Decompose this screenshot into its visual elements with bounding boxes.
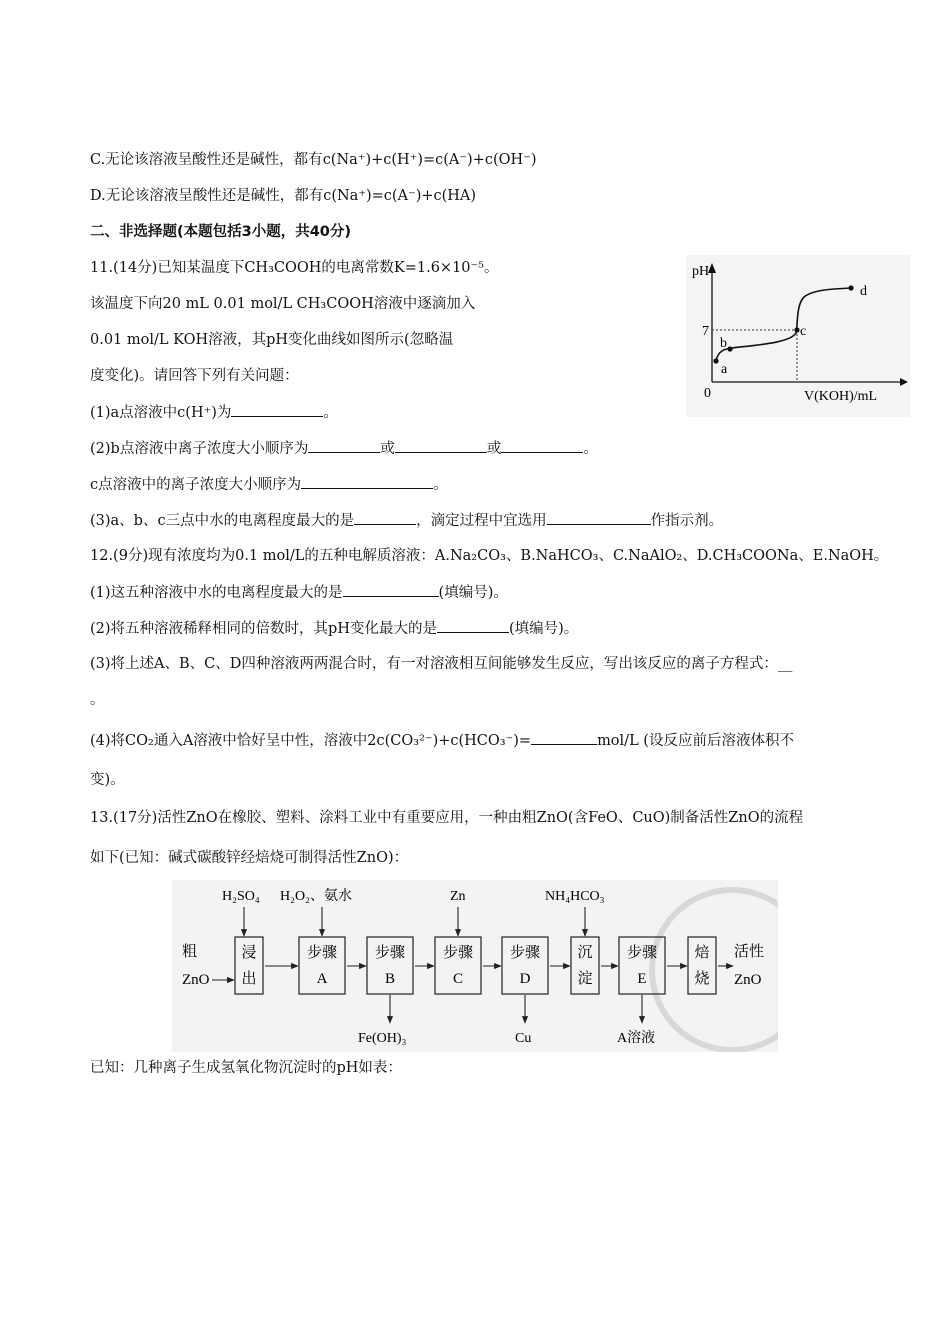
point-c (794, 327, 799, 332)
q11-part2-or2: 或 (486, 441, 502, 457)
answer-blank[interactable] (437, 618, 509, 633)
q12-line1: 12.(9分)现有浓度均为0.1 mol/L的五种电解质溶液：A.Na₂CO₃、B.NaHCO₃、C.NaAlO₂、D.CH₃COONa、E.NaOH。 (90, 548, 889, 564)
point-a-label: a (721, 362, 728, 377)
box-leaching-line1: 浸 (241, 945, 257, 961)
q11-line3: 0.01 mol/L KOH溶液，其pH变化曲线如图所示(忽略温 (90, 332, 454, 348)
q11-part2-c-text: c点溶液中的离子浓度大小顺序为 (90, 477, 302, 493)
y-axis-arrow (708, 263, 716, 273)
flowchart-figure (172, 880, 778, 1052)
answer-blank[interactable] (547, 510, 651, 525)
q11-line4: 度变化)。请回答下列有关问题： (90, 368, 299, 384)
point-b (727, 346, 732, 351)
box-leaching-line2: 出 (241, 971, 257, 987)
start-label-2: ZnO (182, 972, 210, 988)
x-axis-label: V(KOH)/mL (804, 389, 878, 404)
box-precipitation-line1: 沉 (577, 945, 593, 961)
q13-line1: 13.(17分)活性ZnO在橡胶、塑料、涂料工业中有重要应用，一种由粗ZnO(含FeO、CuO)制备活性ZnO的流程 (90, 810, 804, 826)
q12-part2 (90, 618, 578, 639)
q11-part3 (90, 510, 723, 531)
q11-line2: 该温度下向20 mL 0.01 mol/L CH₃COOH溶液中逐滴加入 (90, 296, 476, 312)
end-label-1: 活性 (734, 944, 765, 960)
q11-part2-c-end: 。 (433, 477, 448, 493)
q13-line2: 如下(已知：碱式碳酸锌经焙烧可制得活性ZnO)： (90, 850, 409, 866)
q12-part2-end: (填编号)。 (508, 621, 579, 637)
option-c (90, 150, 536, 170)
point-d (848, 285, 853, 290)
input-h2o2-ammonia: H₂O₂、氨水 (280, 889, 352, 904)
q11-part3-text: (3)a、b、c三点中水的电离程度最大的是 (90, 513, 355, 529)
answer-blank[interactable] (308, 438, 380, 453)
box-step-d-line1: 步骤 (509, 945, 541, 961)
box-roasting-line2: 烧 (694, 971, 710, 987)
input-zn: Zn (450, 889, 466, 904)
option-c-formula: c(Na⁺)+c(H⁺)=c(A⁻)+c(OH⁻) (322, 152, 537, 168)
start-label-1: 粗 (182, 944, 198, 960)
footer-note: 已知：几种离子生成氢氧化物沉淀时的pH如表： (90, 1060, 402, 1076)
q12-part4-end: 变)。 (90, 772, 125, 788)
point-a (713, 358, 718, 363)
point-b-label: b (720, 336, 727, 351)
q12-part3-end: 。 (90, 692, 105, 708)
box-step-a-line2: A (316, 971, 328, 987)
output-feoh3: Fe(OH)₃ (358, 1031, 407, 1046)
point-c-label: c (800, 324, 807, 339)
q11-part2-or1: 或 (380, 441, 395, 457)
box-step-b-line1: 步骤 (374, 945, 406, 961)
point-d-label: d (860, 284, 867, 299)
q12-part4-mid: mol/L (设反应前后溶液体积不 (597, 733, 794, 749)
answer-blank[interactable] (343, 582, 439, 597)
input-h2so4: H₂SO₄ (222, 889, 260, 904)
end-label-2: ZnO (734, 972, 762, 988)
box-step-e-line2: E (637, 971, 647, 987)
section-title: 二、非选择题(本题包括3小题，共40分) (90, 224, 352, 240)
q11-part1 (90, 402, 338, 423)
q11-part3-mid: ，滴定过程中宜选用 (416, 513, 547, 529)
watermark-seal (652, 890, 778, 1050)
q11-part2-c (90, 474, 448, 495)
ph-curve-figure (686, 255, 910, 417)
q11-line1: 11.(14分)已知某温度下CH₃COOH的电离常数K=1.6×10⁻⁵。 (90, 260, 499, 276)
box-step-d-line2: D (519, 971, 531, 987)
x-axis-arrow (900, 378, 908, 386)
q12-part1 (90, 582, 508, 603)
q11-part2 (90, 438, 598, 459)
answer-blank[interactable] (301, 474, 433, 489)
output-a-solution: A溶液 (617, 1031, 656, 1046)
box-step-c-line2: C (452, 971, 464, 987)
box-precipitation-line2: 淀 (577, 971, 593, 987)
process-flowchart (172, 880, 778, 1052)
ph-titration-graph (686, 255, 910, 417)
q12-part2-text: (2)将五种溶液稀释相同的倍数时，其pH变化最大的是 (90, 621, 437, 637)
answer-blank[interactable] (501, 438, 583, 453)
origin-label: 0 (704, 386, 711, 401)
option-d (90, 186, 476, 206)
box-step-e-line1: 步骤 (626, 945, 658, 961)
option-c-text: C.无论该溶液呈酸性还是碱性，都有 (90, 152, 323, 168)
output-cu: Cu (515, 1031, 532, 1046)
q11-part2-text: (2)b点溶液中离子浓度大小顺序为 (90, 441, 309, 457)
box-step-c-line1: 步骤 (442, 945, 474, 961)
option-d-text: D.无论该溶液呈酸性还是碱性，都有 (90, 188, 324, 204)
q12-part4 (90, 730, 794, 751)
q11-part1-text: (1)a点溶液中c(H⁺)为 (90, 405, 232, 421)
q11-part2-end: 。 (583, 441, 598, 457)
q12-part4-text: (4)将CO₂通入A溶液中恰好呈中性，溶液中2c(CO₃²⁻)+c(HCO₃⁻)= (90, 733, 532, 749)
q12-part1-end: (填编号)。 (438, 585, 508, 601)
input-nh4hco3: NH₄HCO₃ (545, 889, 605, 904)
box-step-a-line1: 步骤 (306, 945, 338, 961)
box-roasting-line1: 焙 (694, 945, 710, 961)
y-axis-label: pH (692, 264, 710, 279)
q12-part1-text: (1)这五种溶液中水的电离程度最大的是 (90, 585, 343, 601)
answer-blank[interactable] (395, 438, 487, 453)
answer-blank[interactable] (354, 510, 416, 525)
answer-blank[interactable] (231, 402, 323, 417)
answer-blank[interactable] (531, 730, 597, 745)
titration-curve (716, 288, 851, 361)
q12-part3: (3)将上述A、B、C、D四种溶液两两混合时，有一对溶液相互间能够发生反应，写出该反应的离子方程式：__ (90, 656, 793, 672)
option-d-formula: c(Na⁺)=c(A⁻)+c(HA) (323, 188, 477, 204)
q11-part3-end: 作指示剂。 (650, 513, 724, 529)
q11-part1-end: 。 (323, 405, 338, 421)
ph7-label: 7 (702, 324, 709, 339)
box-step-b-line2: B (384, 971, 396, 987)
